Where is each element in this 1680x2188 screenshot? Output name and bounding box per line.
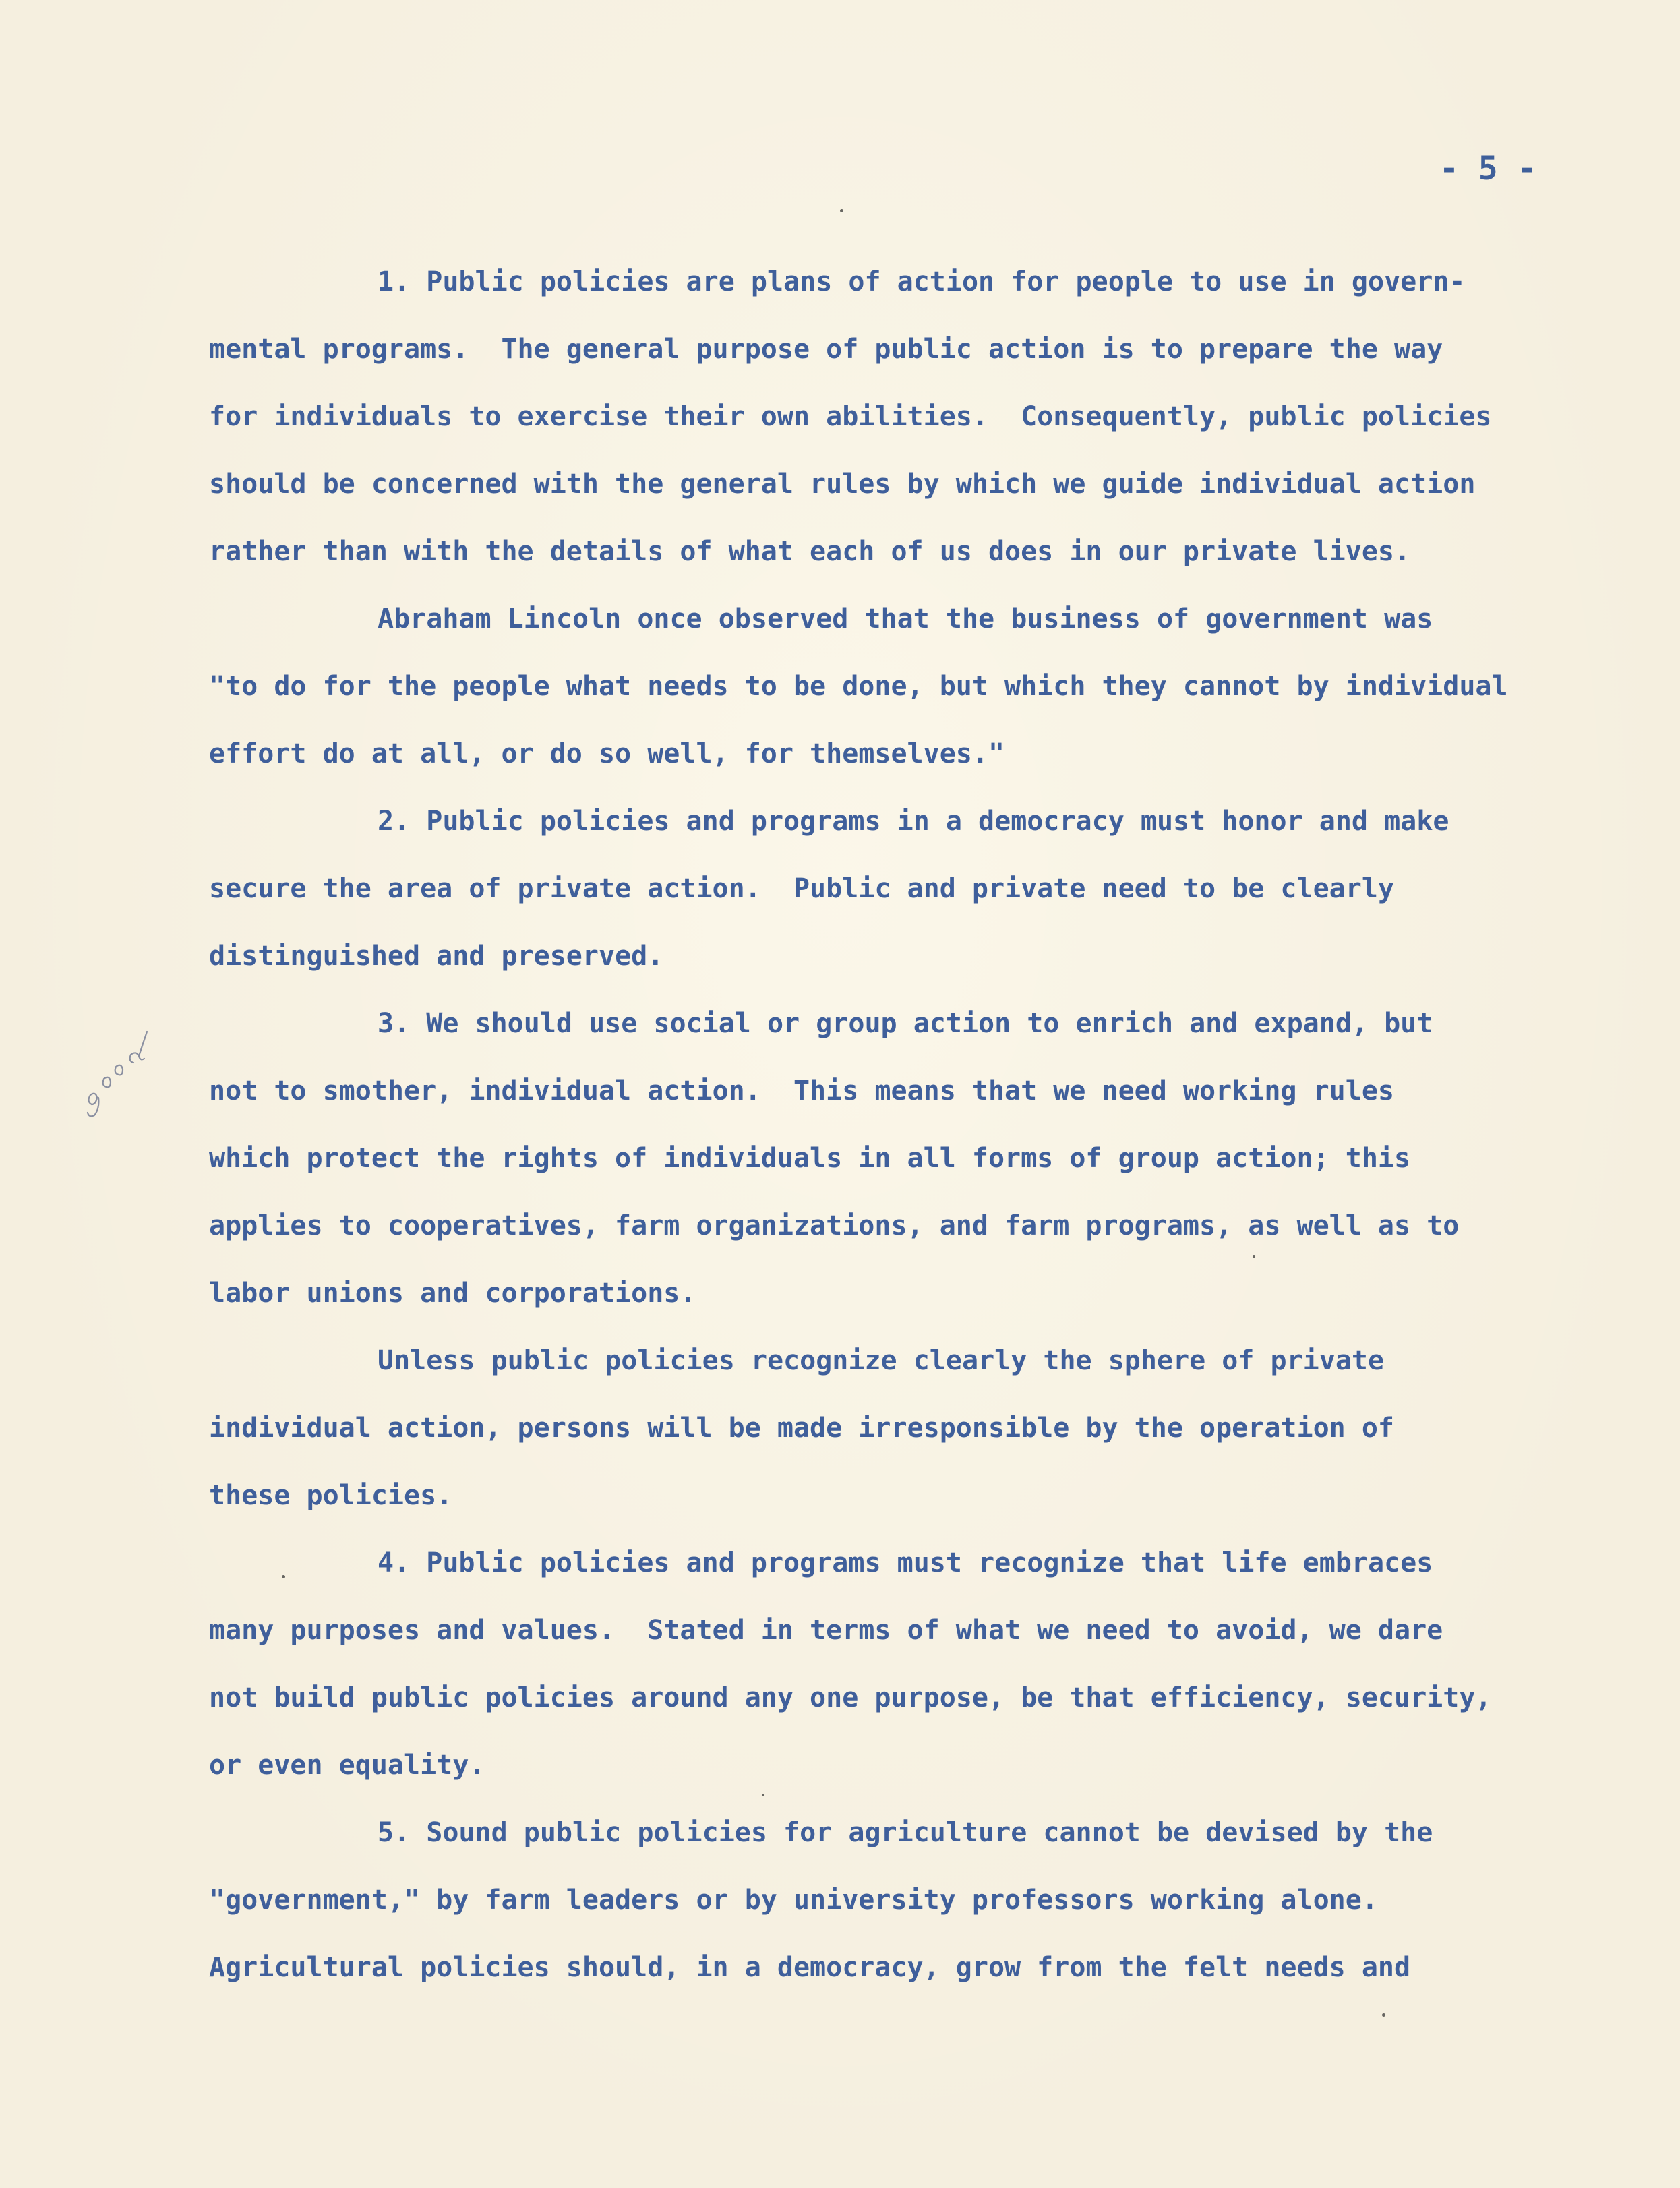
paper-speck	[1253, 1255, 1255, 1258]
text-line: Abraham Lincoln once observed that the business of government was	[378, 603, 1433, 634]
text-line: which protect the rights of individuals in all forms of group action; this	[209, 1143, 1411, 1174]
text-line: or even equality.	[209, 1750, 485, 1781]
text-line: labor unions and corporations.	[209, 1278, 696, 1309]
text-line: applies to cooperatives, farm organizations, and farm programs, as well as to	[209, 1210, 1460, 1241]
text-line: secure the area of private action. Public and private need to be clearly	[209, 873, 1394, 904]
text-line: Unless public policies recognize clearly the sphere of private	[378, 1345, 1385, 1376]
handwritten-margin-note	[80, 1025, 181, 1119]
paper-speck	[1382, 2013, 1385, 2017]
text-line: 1. Public policies are plans of action for people to use in govern-	[378, 266, 1466, 297]
text-line: Agricultural policies should, in a democracy, grow from the felt needs and	[209, 1952, 1411, 1983]
text-line: 2. Public policies and programs in a democracy must honor and make	[378, 806, 1449, 837]
paper-speck	[762, 1794, 764, 1796]
text-line: "government," by farm leaders or by university professors working alone.	[209, 1885, 1378, 1916]
text-line: not build public policies around any one purpose, be that efficiency, security,	[209, 1682, 1492, 1713]
text-line: 5. Sound public policies for agriculture cannot be devised by the	[378, 1817, 1433, 1848]
paper-speck	[840, 209, 843, 212]
text-line: "to do for the people what needs to be done, but which they cannot by individual	[209, 671, 1508, 702]
text-line: not to smother, individual action. This means that we need working rules	[209, 1075, 1394, 1106]
text-line: individual action, persons will be made irresponsible by the operation of	[209, 1413, 1394, 1444]
text-line: effort do at all, or do so well, for themselves."	[209, 738, 1005, 769]
text-line: these policies.	[209, 1480, 453, 1511]
text-line: distinguished and preserved.	[209, 941, 664, 972]
text-line: mental programs. The general purpose of public action is to prepare the way	[209, 334, 1443, 365]
paper-speck	[282, 1575, 285, 1578]
text-line: 3. We should use social or group action to enrich and expand, but	[378, 1008, 1433, 1039]
page-number: - 5 -	[1439, 150, 1537, 187]
text-line: rather than with the details of what each of us does in our private lives.	[209, 536, 1411, 567]
text-line: should be concerned with the general rules by which we guide individual action	[209, 469, 1476, 500]
text-line: many purposes and values. Stated in terms of what we need to avoid, we dare	[209, 1615, 1443, 1646]
text-line: for individuals to exercise their own abilities. Consequently, public policies	[209, 401, 1492, 432]
text-line: 4. Public policies and programs must recognize that life embraces	[378, 1547, 1433, 1578]
